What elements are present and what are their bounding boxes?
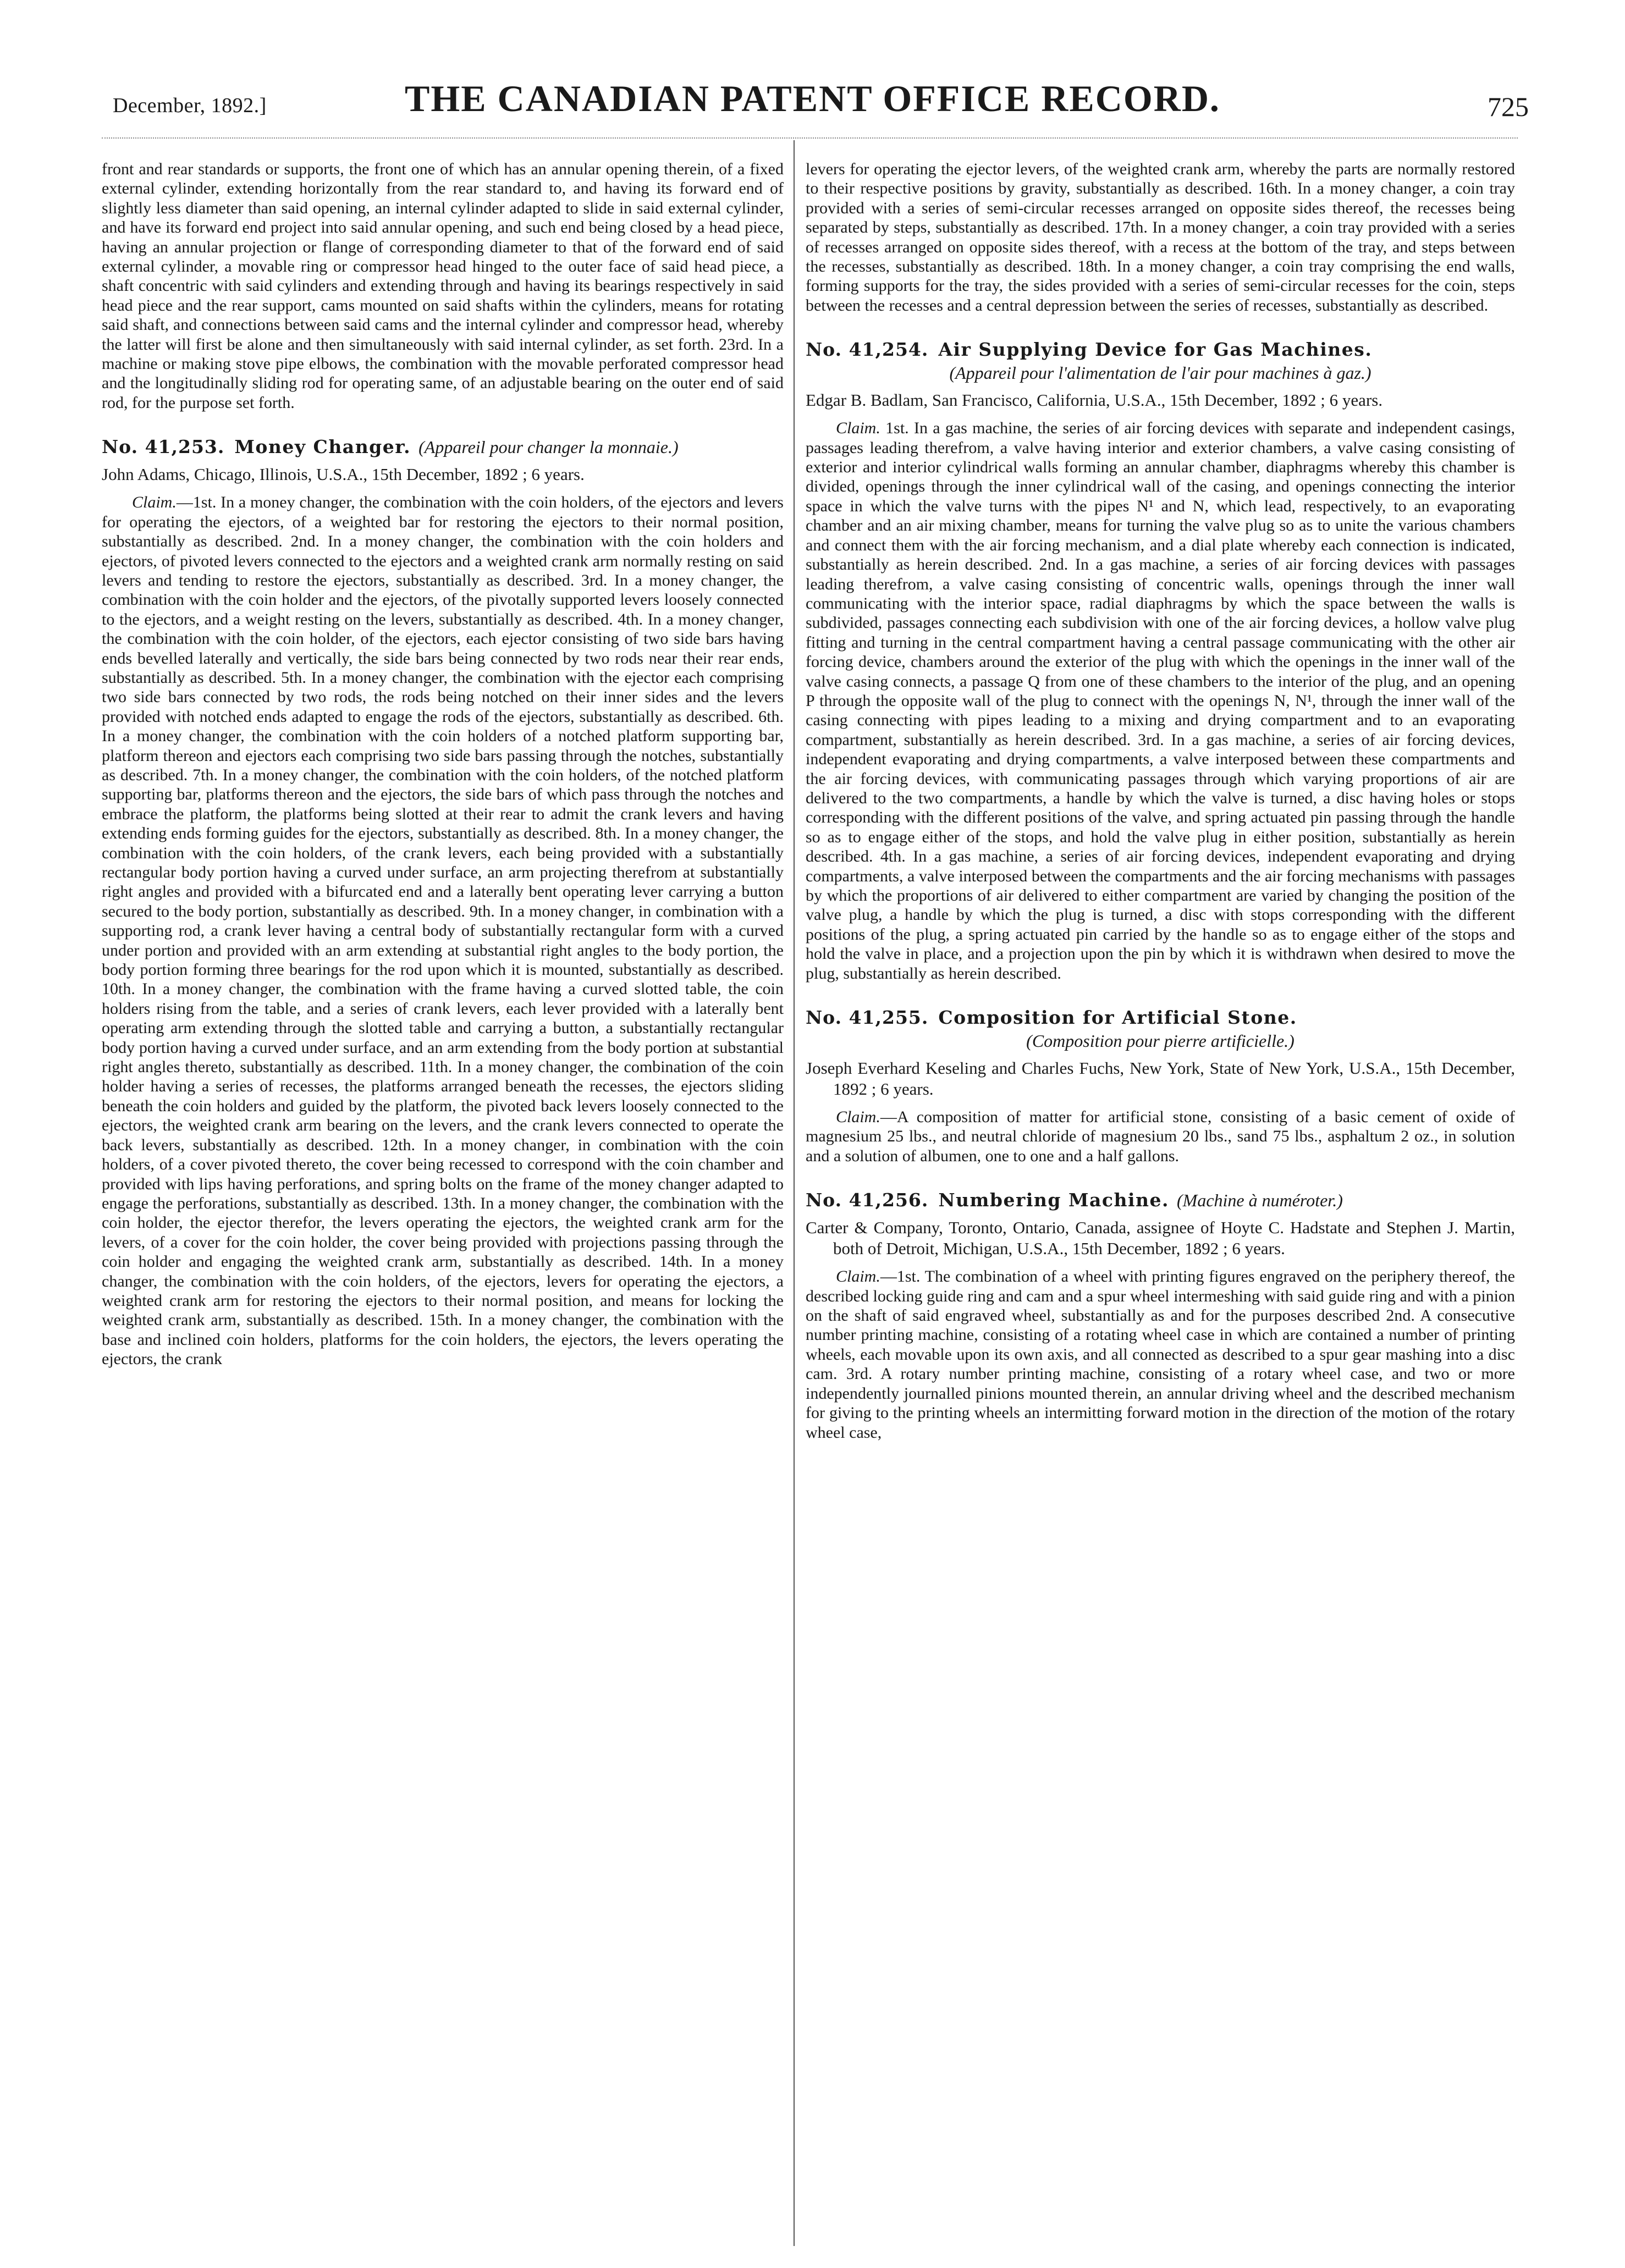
right-column <box>806 159 1515 2243</box>
patent-french-name: (Appareil pour l'alimentation de l'air pour machines à gaz.) <box>949 363 1371 383</box>
patent-name: Money Changer. <box>234 436 411 458</box>
continuation-text: front and rear standards or supports, the front one of which has an annular opening therein, of a fixed external cylinder, extending horizontally from the rear standard to, and having its forward end of slightly less diameter than said opening, an internal cylinder adapted to slide in said external cylinder, and have its forward end project into said annular opening, and such end being closed by a head piece, having an annular projection or flange of corresponding diameter to that of the forward end of said external cylinder, a movable ring or compressor head hinged to the outer face of said head piece, a shaft concentric with said cylinders and extending through and having its bearings respectively in said head piece and the rear support, cams mounted on said shafts within the cylinders, means for rotating said shaft, and connections between said cams and the internal cylinder and compressor head, whereby the latter will first be alone and then simultaneously with said internal cylinder, as set forth. 23rd. In a machine or making stove pipe elbows, the combination with the movable perforated compressor head and the longitudinally sliding rod for operating same, of an adjustable bearing on the outer end of said rod, for the purpose set forth. <box>102 160 784 412</box>
patent-number: No. 41,255. <box>806 1007 929 1029</box>
patent-claim <box>806 1107 1515 1166</box>
issue-date: December, 1892.] <box>113 94 267 117</box>
patent-entry <box>806 338 1515 983</box>
patent-claim <box>102 493 784 1368</box>
patent-entry <box>806 1189 1515 1442</box>
entry-heading <box>806 1189 1515 1212</box>
patent-claim <box>806 1267 1515 1442</box>
claim-label: Claim. <box>132 493 177 512</box>
header-rule <box>102 137 1518 140</box>
patent-french-name: (Appareil pour changer la monnaie.) <box>418 437 679 457</box>
patent-inventor: John Adams, Chicago, Illinois, U.S.A., 15th December, 1892 ; 6 years. <box>102 465 585 484</box>
patent-name: Air Supplying Device for Gas Machines. <box>938 339 1373 361</box>
claim-label: Claim. <box>836 419 880 438</box>
entry-heading <box>102 435 784 459</box>
patent-french-name: (Composition pour pierre artificielle.) <box>1026 1031 1295 1051</box>
patent-french-name: (Machine à numéroter.) <box>1177 1190 1343 1211</box>
entry-heading <box>806 338 1515 361</box>
patent-inventor: Edgar B. Badlam, San Francisco, California, U.S.A., 15th December, 1892 ; 6 years. <box>806 390 1383 410</box>
entry-heading <box>806 1006 1515 1029</box>
page-number: 725 <box>1488 91 1529 122</box>
patent-name: Composition for Artificial Stone. <box>938 1007 1297 1029</box>
patent-name: Numbering Machine. <box>938 1189 1169 1211</box>
patent-claim <box>806 418 1515 983</box>
patent-number: No. 41,254. <box>806 339 929 361</box>
claim-text: —1st. In a money changer, the combination with the coin holders, of the ejectors and levers for operating the ejectors, of a weighted bar for restoring the ejectors to their normal position, substantially as described. 2nd. In a money changer, the combination with the coin holders and ejectors, of pivoted levers connected to the ejectors and a weighted crank arm normally resting on said levers and tending to restore the ejectors, substantially as described. 3rd. In a money changer, the combination with the coin holder and the ejectors, of the pivotally supported levers loosely connected to the ejectors, and a weight resting on the levers, substantially as described. 4th. In a money changer, the combination with the coin holder, of the ejectors, each ejector consisting of two side bars having ends bevelled laterally and vertically, the side bars being connected by two rods near their rear ends, substantially as described. 5th. In a money changer, the combination with the ejector each comprising two side bars connected by two rods, the rods being notched on their inner sides and the levers provided with notched ends adapted to engage the rods of the ejectors, substantially as described. 6th. In a money changer, the combination with the coin holders of a notched platform supporting bar, platform thereon and ejectors each comprising two side bars passing through the notches, substantially as described. 7th. In a money changer, the combination with the coin holders, of the notched platform supporting bar, platforms thereon and the ejectors, the side bars of which pass through the notches and embrace the platform, the platforms being slotted at their rear to admit the crank levers and having extending ends forming guides for the ejectors, substantially as described. 8th. In a money changer, the combination with the coin holders, of the crank levers, each being provided with a substantially rectangular body portion having a curved under surface, an arm projecting therefrom at substantially right angles and provided with a bifurcated end and a laterally bent operating lever carrying a button secured to the body portion, substantially as described. 9th. In a money changer, in combination with a supporting rod, a crank lever having a central body of substantially rectangular form with a curved under portion and provided with an arm extending at substantial right angles to the body portion, the body portion forming three bearings for the rod upon which it is mounted, substantially as described. 10th. In a money changer, the combination with the frame having a curved slotted table, the coin holders rising from the table, and a series of crank levers, each lever provided with a laterally bent operating arm extending through the slotted table and carrying a button, a substantially rectangular body portion having a curved under surface, and an arm extending from the body portion at substantial right angles thereto, substantially as described. 11th. In a money changer, the combination of the coin holder having a series of recesses, the platforms arranged beneath the recesses, the ejectors sliding beneath the coin holders and guided by the platform, the pivoted back levers loosely connected to the ejectors, the weighted crank arm bearing on the levers, and the crank levers connected to operate the back levers, substantially as described. 12th. In a money changer, in combination with the coin holders, of a cover pivoted thereto, the cover being recessed to correspond with the coin chamber and provided with lips having perforations, and spring bolts on the frame of the money changer adapted to engage the perforations, substantially as described. 13th. In a money changer, the combination with the coin holder, the ejector therefor, the levers operating the ejectors, the weighted crank arm for the levers, of a cover for the coin holder, the cover being provided with projections passing through the coin holder and engaging the weighted crank arm, substantially as described. 14th. In a money changer, the combination with the coin holders, of the ejectors, levers for operating the ejectors, a weighted crank arm for restoring the ejectors to their normal position, and means for locking the weighted crank arm, substantially as described. 15th. In a money changer, the combination with the base and inclined coin holders, platforms for the coin holders, the ejectors, the levers operating the ejectors, the crank <box>102 493 784 1368</box>
left-column <box>102 159 784 2243</box>
column-divider <box>794 140 795 2246</box>
claim-text: 1st. In a gas machine, the series of air forcing devices with separate and independent casings, passages leading therefrom, a valve having interior and exterior chambers, a valve casing consisting of exterior and interior cylindrical walls forming an annular chamber, diaphragms whereby this chamber is divided, openings through the inner cylindrical wall of the casing, and openings connecting the interior space in which the valve turns with the pipes N¹ and N, which lead, respectively, to an evaporating chamber and an air mixing chamber, means for turning the valve plug so as to unite the various chambers and connect them with the air forcing mechanism, and a dial plate whereby each connection is indicated, substantially as herein described. 2nd. In a gas machine, a series of air forcing devices with passages leading therefrom, a valve casing consisting of concentric walls, openings through the inner wall communicating with the interior space, radial diaphragms by which the space between the walls is subdivided, passages connecting each subdivision with one of the air forcing devices, a hollow valve plug fitting and turning in the central compartment having a central passage communicating with the other air forcing device, chambers around the exterior of the plug with which the openings in the inner wall of the valve casing connects, a passage Q from one of these chambers to the interior of the plug, and an opening P through the opposite wall of the plug to connect with the openings N, N¹, through the inner wall of the casing connecting with pipes leading to a mixing and drying compartment and to an evaporating compartment, substantially as herein described. 3rd. In a gas machine, a series of air forcing devices, independent evaporating and drying compartments, a valve interposed between these compartments and the air forcing devices, with communicating passages through which varying proportions of air are delivered to the two compartments, a handle by which the valve is turned, a disc having holes or stops corresponding with the different positions of the valve, and spring actuated pin passing through the handle so as to engage either of the stops, and hold the valve plug in either position, substantially as herein described. 4th. In a gas machine, a series of air forcing devices, independent evaporating and drying compartments, a valve interposed between the compartments and the air forcing mechanisms with passages by which the proportions of air delivered to either compartment are varied by changing the position of the valve plug, a handle by which the plug is turned, a disc with stops corresponding with the different positions of the plug, a spring actuated pin carried by the handle so as to engage either of the stops and hold the valve in place, and a projection upon the pin by which it is withdrawn when desired to move the plug, substantially as herein described. <box>806 419 1515 983</box>
claim-continuation: levers for operating the ejector levers, of the weighted crank arm, whereby the parts are normally restored to their respective positions by gravity, substantially as described. 16th. In a money changer, a coin tray provided with a series of semi-circular recesses arranged on opposite sides thereof, the recesses being separated by steps, substantially as described. 17th. In a money changer, a coin tray provided with a series of recesses arranged on opposite sides thereof, with a recess at the bottom of the tray, and steps between the recesses, substantially as described. 18th. In a money changer, a coin tray comprising the end walls, forming supports for the tray, the sides provided with a series of semi-circular recesses for the coin, steps between the recesses and a central depression between the series of recesses, substantially as described. <box>806 160 1515 314</box>
patent-inventor: Joseph Everhard Keseling and Charles Fuchs, New York, State of New York, U.S.A., 15th December, 1892 ; 6 years. <box>806 1058 1515 1099</box>
publication-title: THE CANADIAN PATENT OFFICE RECORD. <box>405 78 1220 119</box>
patent-inventor: Carter & Company, Toronto, Ontario, Canada, assignee of Hoyte C. Hadstate and Stephen J. Martin, both of Detroit, Michigan, U.S.A., 15th December, 1892 ; 6 years. <box>806 1218 1515 1259</box>
patent-entry <box>806 1006 1515 1166</box>
patent-number: No. 41,256. <box>806 1189 929 1211</box>
claim-text: —1st. The combination of a wheel with printing figures engraved on the periphery thereof, the described locking guide ring and cam and a spur wheel intermeshing with said guide ring and with a pinion on the shaft of said engraved wheel, substantially as and for the purposes described 2nd. A consecutive number printing machine, consisting of a rotating wheel case in which are contained a number of printing wheels, each movable upon its own axis, and all connected as described to a spur gear mashing into a disc cam. 3rd. A rotary number printing machine, consisting of a rotary wheel case, and two or more independently journalled pinions mounted therein, an annular driving wheel and the described mechanism for giving to the printing wheels an intermitting forward motion in the direction of the motion of the rotary wheel case, <box>806 1267 1515 1442</box>
claim-label: Claim. <box>836 1267 880 1286</box>
patent-entry <box>102 435 784 1368</box>
claim-text: —A composition of matter for artificial stone, consisting of a basic cement of oxide of magnesium 25 lbs., and neutral chloride of magnesium 20 lbs., sand 75 lbs., asphaltum 2 oz., in solution and a solution of albumen, one to one and a half gallons. <box>806 1108 1515 1165</box>
claim-label: Claim. <box>836 1108 880 1127</box>
patent-number: No. 41,253. <box>102 436 225 458</box>
page-header <box>0 77 1625 137</box>
